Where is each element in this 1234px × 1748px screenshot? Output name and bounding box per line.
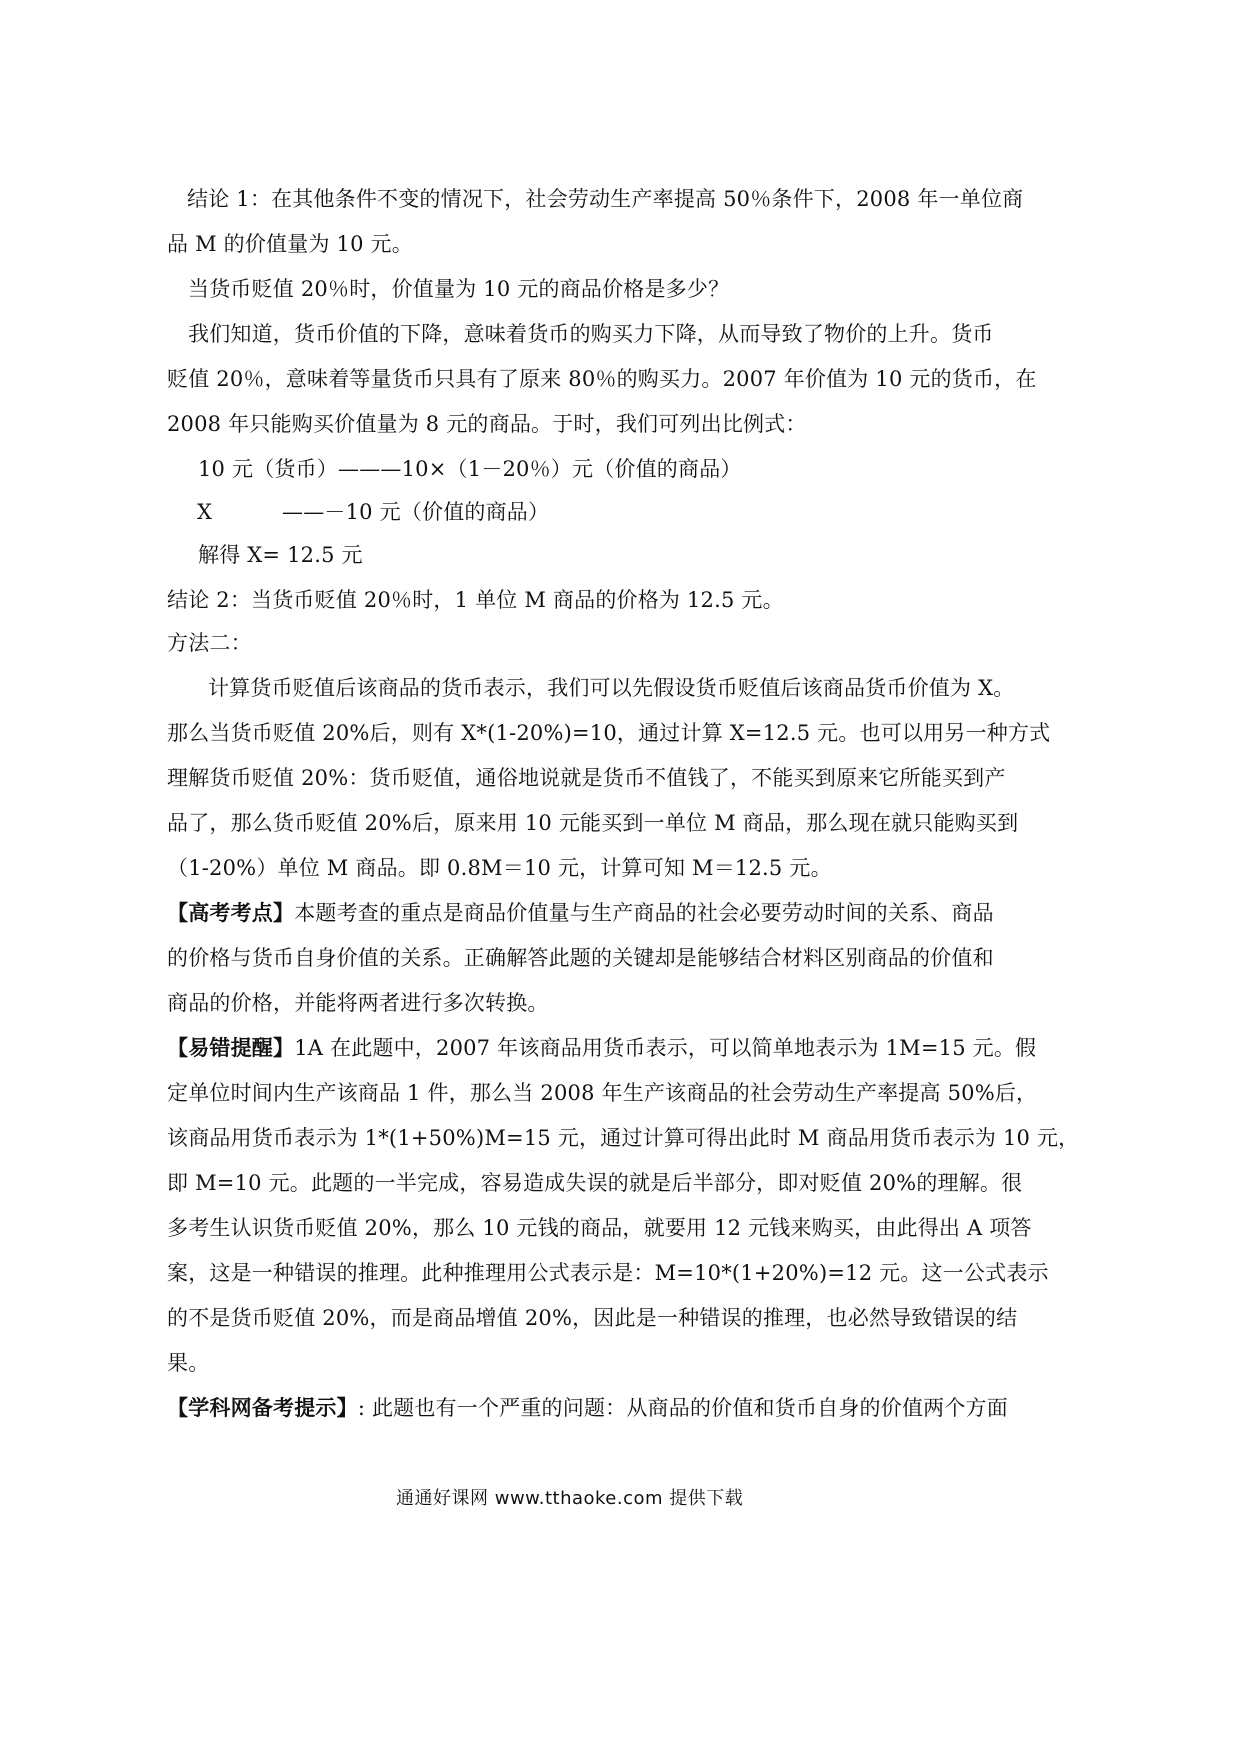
solution-line: 解得 X= 12.5 元: [198, 543, 363, 567]
text-line: 那么当货币贬值 20%后，则有 X*(1-20%)=10，通过计算 X=12.5 元。也可以用另一种方式: [167, 721, 1051, 745]
text-line: 商品的价格，并能将两者进行多次转换。: [167, 991, 549, 1015]
text-line: 即 M=10 元。此题的一半完成，容易造成失误的就是后半部分，即对贬值 20%的理解。很: [167, 1171, 1023, 1195]
text-line: : 此题也有一个严重的问题：从商品的价值和货币自身的价值两个方面: [357, 1396, 1008, 1420]
text-line: 定单位时间内生产该商品 1 件，那么当 2008 年生产该商品的社会劳动生产率提高 50%后，: [167, 1081, 1038, 1105]
error-reminder-line: [167, 1033, 1036, 1063]
text-line: 的价格与货币自身价值的关系。正确解答此题的关键却是能够结合材料区别商品的价值和: [167, 946, 994, 970]
prep-tip-line: [167, 1393, 1008, 1423]
text-line: 1A 在此题中，2007 年该商品用货币表示，可以简单地表示为 1M=15 元。假: [294, 1036, 1037, 1060]
text-line: 计算货币贬值后该商品的货币表示，我们可以先假设货币贬值后该商品货币价值为 X。: [208, 676, 1015, 700]
text-line: 该商品用货币表示为 1*(1+50%)M=15 元，通过计算可得出此时 M 商品用货币表示为 10 元，: [167, 1126, 1080, 1150]
exam-point-line: [167, 898, 994, 928]
text-line: 本题考查的重点是商品价值量与生产商品的社会必要劳动时间的关系、商品: [294, 901, 994, 925]
text-line: 品了，那么货币贬值 20%后，原来用 10 元能买到一单位 M 商品，那么现在就只能购买到: [167, 811, 1019, 835]
text-line: 结论 1：在其他条件不变的情况下，社会劳动生产率提高 50％条件下，2008 年一单位商: [187, 187, 1024, 211]
text-line: 品 M 的价值量为 10 元。: [167, 232, 413, 256]
text-line: 当货币贬值 20％时，价值量为 10 元的商品价格是多少？: [188, 277, 730, 301]
text-line: 贬值 20％，意味着等量货币只具有了原来 80％的购买力。2007 年价值为 10 元的货币，在: [167, 367, 1037, 391]
text-line: 我们知道，货币价值的下降，意味着货币的购买力下降，从而导致了物价的上升。货币: [188, 322, 994, 346]
text-line: 案，这是一种错误的推理。此种推理用公式表示是：M=10*(1+20%)=12 元。这一公式表示: [167, 1261, 1049, 1285]
text-line: 理解货币贬值 20%：货币贬值，通俗地说就是货币不值钱了，不能买到原来它所能买到产: [167, 766, 1006, 790]
prep-tip-label: 【学科网备考提示】: [167, 1395, 358, 1420]
text-line: 多考生认识货币贬值 20%，那么 10 元钱的商品，就要用 12 元钱来购买，由此得出 A 项答: [167, 1216, 1032, 1240]
text-line: （1-20%）单位 M 商品。即 0.8M＝10 元，计算可知 M＝12.5 元。: [167, 856, 832, 880]
text-line: 结论 2：当货币贬值 20％时，1 单位 M 商品的价格为 12.5 元。: [167, 588, 784, 612]
exam-point-label: 【高考考点】: [167, 900, 295, 925]
formula-variable: X: [197, 500, 213, 524]
text-line: 果。: [167, 1351, 210, 1375]
formula-line: ——－10 元（价值的商品）: [282, 500, 550, 524]
text-line: 的不是货币贬值 20%，而是商品增值 20%，因此是一种错误的推理，也必然导致错误的结: [167, 1306, 1018, 1330]
page-footer: 通通好课网 www.tthaoke.com 提供下载: [396, 1488, 744, 1509]
formula-line: 10 元（货币）———10×（1－20％）元（价值的商品）: [198, 457, 742, 481]
error-reminder-label: 【易错提醒】: [167, 1035, 295, 1060]
section-heading: 方法二：: [167, 631, 252, 655]
text-line: 2008 年只能购买价值量为 8 元的商品。于时，我们可列出比例式：: [167, 412, 807, 436]
